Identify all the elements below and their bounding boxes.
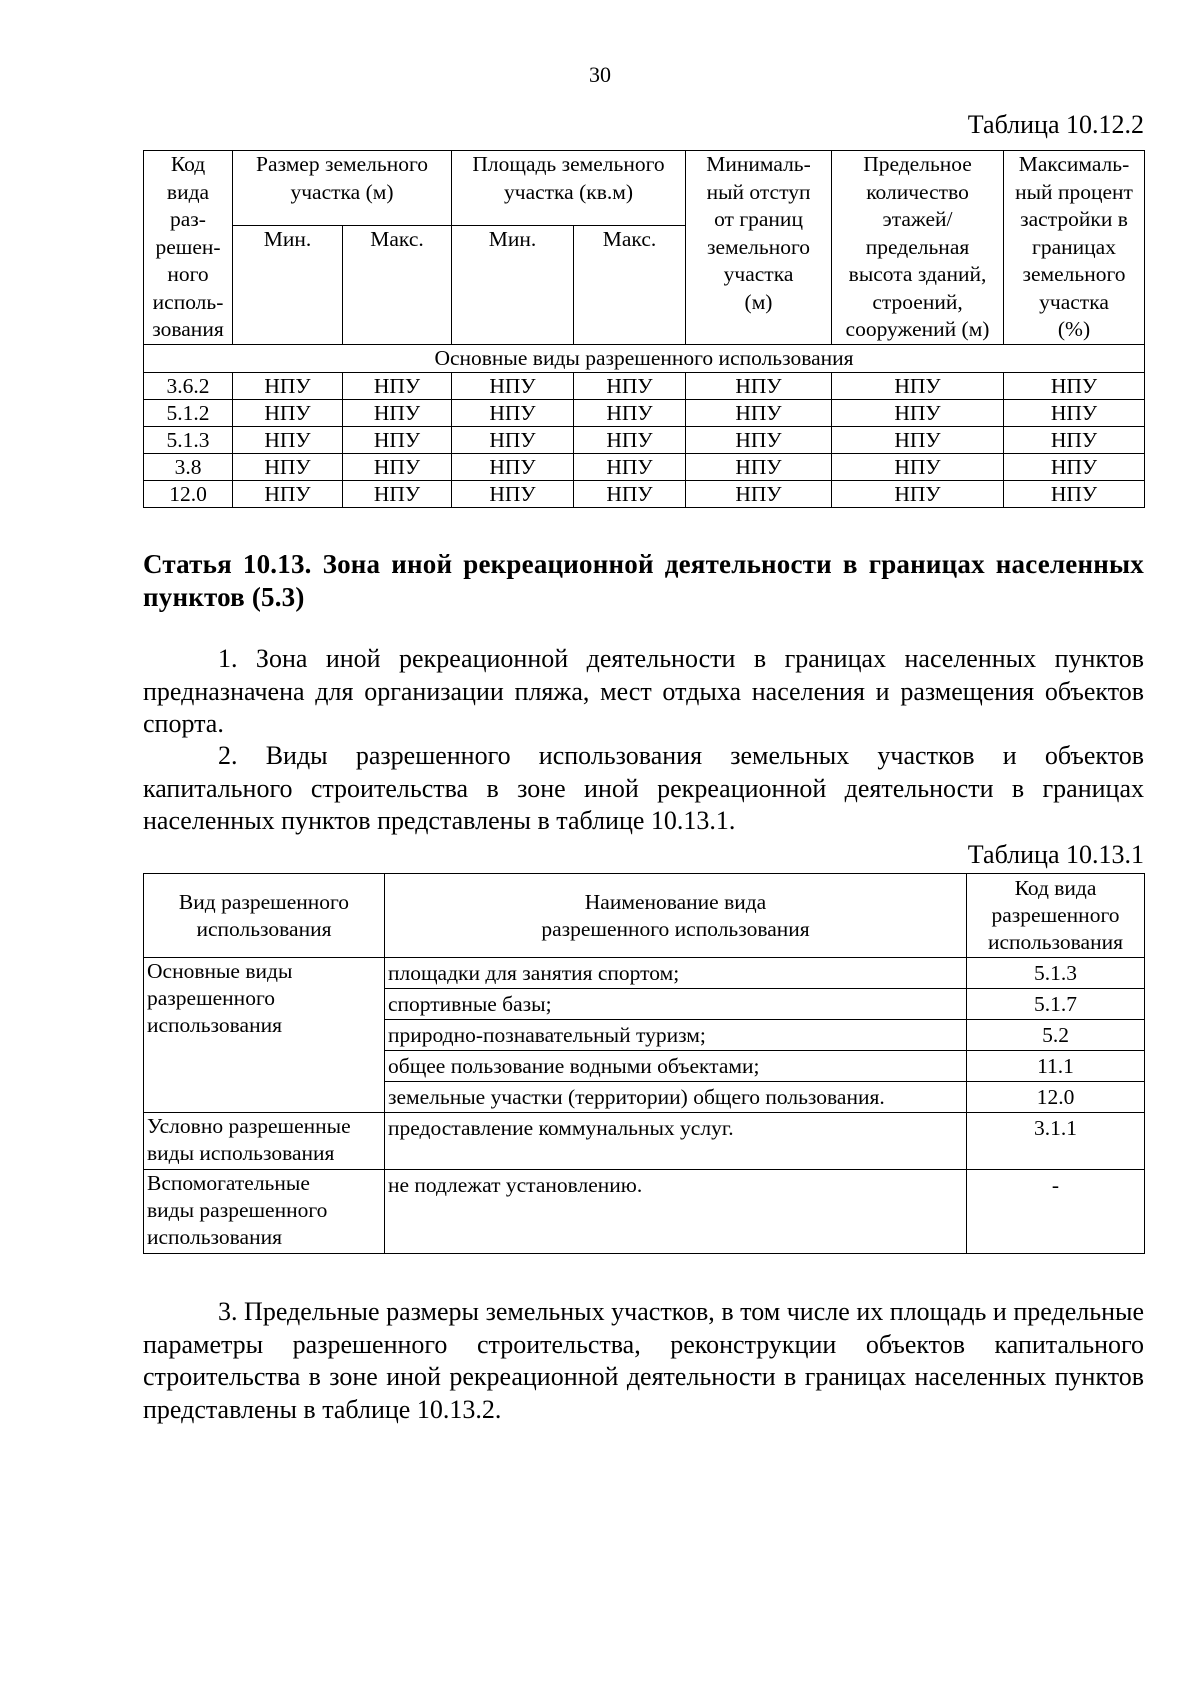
table-row <box>144 481 1145 508</box>
header-kind: Вид разрешенного использования <box>144 874 385 958</box>
cell-value: НПУ <box>832 373 1004 400</box>
header-code: Код вида раз- решен- ного исполь- зования <box>144 151 233 345</box>
paragraph-3: 3. Предельные размеры земельных участков, в том числе их площадь и предельные параметры разрешенного строительства, реконструкции объектов капитального строительства в зоне иной рекреационной деятельности в границах населенных пунктов представлены в таблице 10.13.2. <box>143 1297 1144 1424</box>
cell-value: НПУ <box>343 373 452 400</box>
cell-code: 12.0 <box>967 1082 1145 1113</box>
cell-code: 3.6.2 <box>144 373 233 400</box>
paragraph-1: 1. Зона иной рекреационной деятельности в границах населенных пунктов предназначена для организации пляжа, мест отдыха населения и размещения объектов спорта. <box>143 644 1144 738</box>
cell-value: НПУ <box>233 454 343 481</box>
table-row <box>144 1170 1145 1254</box>
cell-value: НПУ <box>452 427 574 454</box>
header-plot-area: Площадь земельного участка (кв.м) <box>452 151 686 226</box>
cell-name: общее пользование водными объектами; <box>385 1051 967 1082</box>
cell-value: НПУ <box>574 400 686 427</box>
cell-code: 5.1.3 <box>144 427 233 454</box>
section-title: Основные виды разрешенного использования <box>144 345 1145 373</box>
table-header-row <box>144 151 1145 226</box>
page-number: 30 <box>589 62 611 87</box>
cell-value: НПУ <box>343 454 452 481</box>
cell-value: НПУ <box>832 400 1004 427</box>
header-size-max: Макс. <box>343 226 452 345</box>
header-plot-size: Размер земельного участка (м) <box>233 151 452 226</box>
cell-code: 5.2 <box>967 1020 1145 1051</box>
cell-value: НПУ <box>574 373 686 400</box>
cell-code: 3.1.1 <box>967 1113 1145 1170</box>
cell-value: НПУ <box>686 427 832 454</box>
cell-value: НПУ <box>233 400 343 427</box>
table-row <box>144 454 1145 481</box>
cell-value: НПУ <box>686 400 832 427</box>
cell-value: НПУ <box>1004 400 1145 427</box>
cell-name: предоставление коммунальных услуг. <box>385 1113 967 1170</box>
cell-code: 12.0 <box>144 481 233 508</box>
table-header-row <box>144 874 1145 958</box>
cell-value: НПУ <box>452 454 574 481</box>
paragraph-2: 2. Виды разрешенного использования земельных участков и объектов капитального строительства в зоне иной рекреационной деятельности в границах населенных пунктов представлены в таблице 10.13.1. <box>143 741 1144 835</box>
cell-name: не подлежат установлению. <box>385 1170 967 1254</box>
cell-value: НПУ <box>452 373 574 400</box>
table-row <box>144 373 1145 400</box>
table-10-13-1 <box>143 873 1145 1254</box>
cell-value: НПУ <box>452 400 574 427</box>
cell-value: НПУ <box>574 454 686 481</box>
table-row <box>144 958 1145 989</box>
table-caption-10-12-2: Таблица 10.12.2 <box>967 110 1144 139</box>
header-area-min: Мин. <box>452 226 574 345</box>
cell-kind: Вспомогательные виды разрешенного использования <box>144 1170 385 1254</box>
cell-value: НПУ <box>343 427 452 454</box>
cell-value: НПУ <box>832 454 1004 481</box>
table-10-12-2 <box>143 150 1145 508</box>
cell-name: площадки для занятия спортом; <box>385 958 967 989</box>
table-caption-10-13-1: Таблица 10.13.1 <box>967 840 1144 869</box>
cell-value: НПУ <box>452 481 574 508</box>
cell-value: НПУ <box>1004 454 1145 481</box>
cell-code: 5.1.3 <box>967 958 1145 989</box>
cell-code: 5.1.7 <box>967 989 1145 1020</box>
cell-value: НПУ <box>1004 373 1145 400</box>
header-code: Код вида разрешенного использования <box>967 874 1145 958</box>
header-min-setback: Минималь- ный отступ от границ земельного участка (м) <box>686 151 832 345</box>
cell-value: НПУ <box>343 400 452 427</box>
cell-name: природно-познавательный туризм; <box>385 1020 967 1051</box>
section-row <box>144 345 1145 373</box>
header-area-max: Макс. <box>574 226 686 345</box>
header-max-coverage: Максималь- ный процент застройки в границах земельного участка (%) <box>1004 151 1145 345</box>
header-name: Наименование вида разрешенного использования <box>385 874 967 958</box>
cell-kind: Основные виды разрешенного использования <box>144 958 385 1113</box>
cell-value: НПУ <box>574 427 686 454</box>
cell-value: НПУ <box>832 481 1004 508</box>
cell-value: НПУ <box>686 481 832 508</box>
cell-code: 11.1 <box>967 1051 1145 1082</box>
table-row <box>144 400 1145 427</box>
cell-value: НПУ <box>1004 481 1145 508</box>
cell-value: НПУ <box>233 373 343 400</box>
cell-value: НПУ <box>574 481 686 508</box>
header-max-floors: Предельное количество этажей/ предельная высота зданий, строений, сооружений (м) <box>832 151 1004 345</box>
cell-code: - <box>967 1170 1145 1254</box>
table-row <box>144 427 1145 454</box>
cell-value: НПУ <box>233 427 343 454</box>
cell-code: 5.1.2 <box>144 400 233 427</box>
cell-value: НПУ <box>1004 427 1145 454</box>
table-row <box>144 1113 1145 1170</box>
cell-value: НПУ <box>686 454 832 481</box>
cell-value: НПУ <box>832 427 1004 454</box>
cell-code: 3.8 <box>144 454 233 481</box>
article-heading: Статья 10.13. Зона иной рекреационной деятельности в границах населенных пунктов (5.3) <box>143 549 1144 612</box>
cell-kind: Условно разрешенные виды использования <box>144 1113 385 1170</box>
cell-value: НПУ <box>343 481 452 508</box>
header-size-min: Мин. <box>233 226 343 345</box>
cell-value: НПУ <box>686 373 832 400</box>
cell-value: НПУ <box>233 481 343 508</box>
cell-name: спортивные базы; <box>385 989 967 1020</box>
cell-name: земельные участки (территории) общего пользования. <box>385 1082 967 1113</box>
